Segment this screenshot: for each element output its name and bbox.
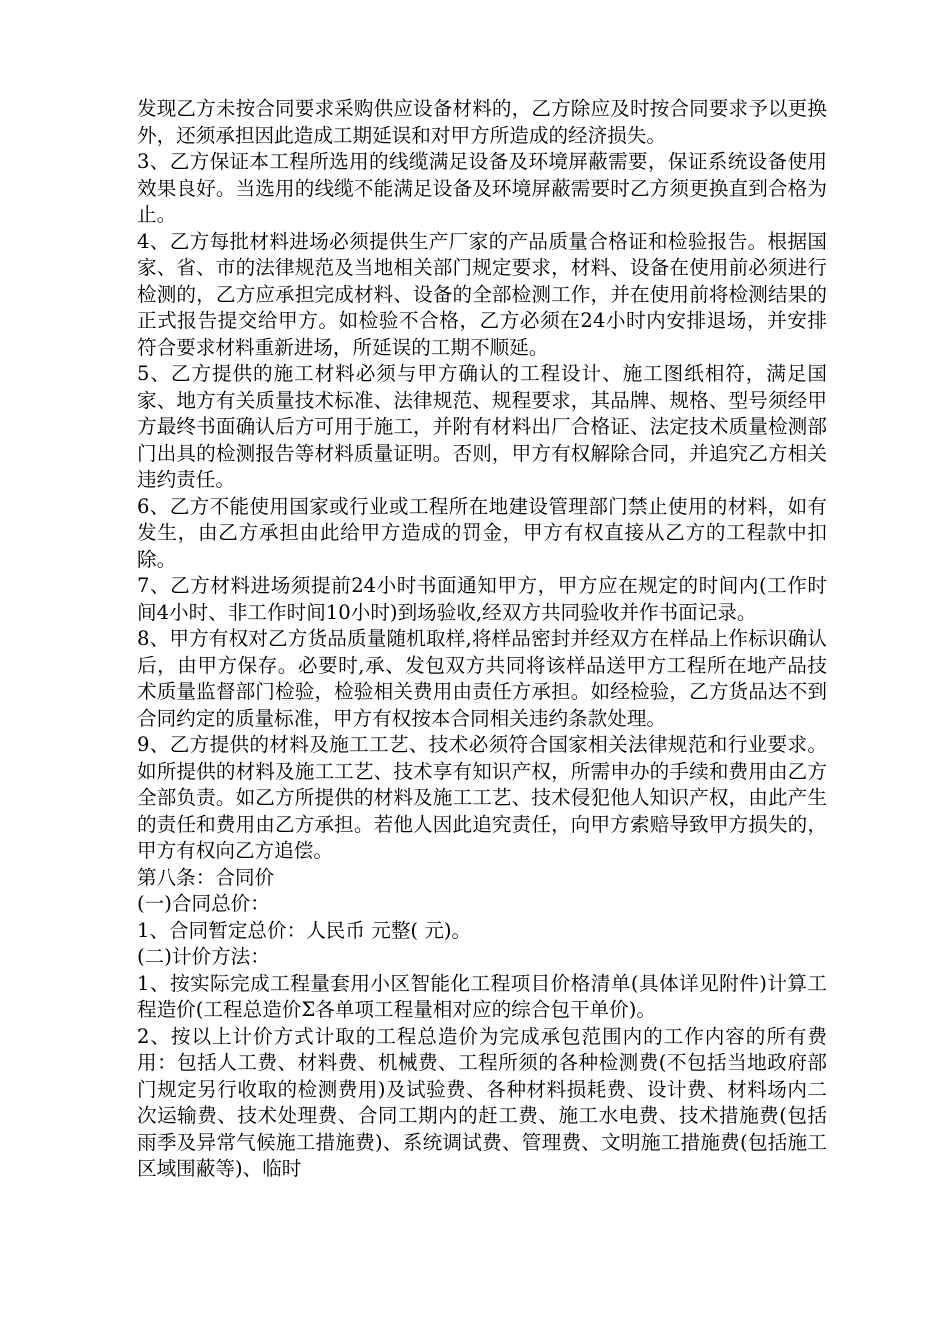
clause-9: 9、乙方提供的材料及施工工艺、技术必须符合国家相关法律规范和行业要求。如所提供的材料及施工工艺、技术享有知识产权，所需申办的手续和费用由乙方全部负责。如乙方所提供的材料及施工工艺、技术侵犯他人知识产权，由此产生的责任和费用由乙方承担。若他人因此追究责任，向甲方索赔导致甲方损失的，甲方有权向乙方追偿。 (137, 733, 827, 862)
clause-6: 6、乙方不能使用国家或行业或工程所在地建设管理部门禁止使用的材料，如有发生，由乙方承担由此给甲方造成的罚金，甲方有权直接从乙方的工程款中扣除。 (137, 494, 827, 571)
section-total-price-heading: (一)合同总价： (137, 892, 270, 915)
total-price-item-1: 1、合同暂定总价：人民币 元整( 元)。 (137, 918, 472, 942)
section-pricing-method-heading: (二)计价方法： (137, 945, 270, 968)
document-page (137, 96, 827, 1183)
pricing-method-item-2: 2、按以上计价方式计取的工程总造价为完成承包范围内的工作内容的所有费用：包括人工费、材料费、机械费、工程所须的各种检测费(不包括当地政府部门规定另行收取的检测费用)及试验费、各种材料损耗费、设计费、材料场内二次运输费、技术处理费、合同工期内的赶工费、施工水电费、技术措施费(包括雨季及异常气候施工措施费)、系统调试费、管理费、文明施工措施费(包括施工区域围蔽等)、临时 (137, 1024, 827, 1180)
clause-8: 8、甲方有权对乙方货品质量随机取样,将样品密封并经双方在样品上作标识确认后，由甲方保存。必要时,承、发包双方共同将该样品送甲方工程所在地产品技术质量监督部门检验，检验相关费用由责任方承担。如经检验，乙方货品达不到合同约定的质量标准，甲方有权按本合同相关违约条款处理。 (137, 627, 827, 730)
clause-4: 4、乙方每批材料进场必须提供生产厂家的产品质量合格证和检验报告。根据国家、省、市的法律规范及当地相关部门规定要求，材料、设备在使用前必须进行检测的，乙方应承担完成材料、设备的全部检测工作，并在使用前将检测结果的正式报告提交给甲方。如检验不合格，乙方必须在24小时内安排退场，并安排符合要求材料重新进场，所延误的工期不顺延。 (137, 229, 827, 359)
clause-7: 7、乙方材料进场须提前24小时书面通知甲方，甲方应在规定的时间内(工作时间4小时、非工作时间10小时)到场验收,经双方共同验收并作书面记录。 (137, 574, 827, 624)
pricing-method-item-1: 1、按实际完成工程量套用小区智能化工程项目价格清单(具体详见附件)计算工程造价(工程总造价Σ各单项工程量相对应的综合包干单价)。 (137, 971, 827, 1021)
clause-3: 3、乙方保证本工程所选用的线缆满足设备及环境屏蔽需要，保证系统设备使用效果良好。当选用的线缆不能满足设备及环境屏蔽需要时乙方须更换直到合格为止。 (137, 150, 827, 226)
clause-5: 5、乙方提供的施工材料必须与甲方确认的工程设计、施工图纸相符，满足国家、地方有关质量技术标准、法律规范、规程要求，其品牌、规格、型号须经甲方最终书面确认后方可用于施工，并附有材料出厂合格证、法定技术质量检测部门出具的检测报告等材料质量证明。否则，甲方有权解除合同，并追究乙方相关违约责任。 (137, 362, 827, 491)
article-8-heading: 第八条：合同价 (137, 865, 275, 889)
paragraph-continuation: 发现乙方未按合同要求采购供应设备材料的，乙方除应及时按合同要求予以更换外，还须承担因此造成工期延误和对甲方所造成的经济损失。 (137, 97, 827, 147)
